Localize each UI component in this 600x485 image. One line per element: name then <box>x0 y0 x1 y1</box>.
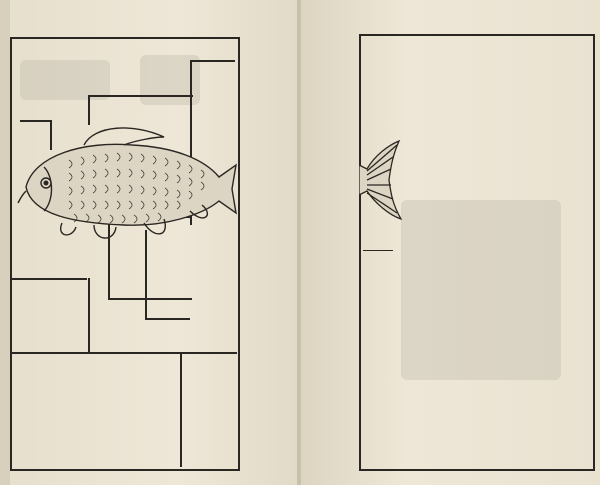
annotation-border <box>190 60 235 62</box>
left-page-frame <box>10 37 240 471</box>
page-border <box>359 34 361 469</box>
annotation-border <box>88 278 90 353</box>
bleedthrough-mark <box>401 200 561 380</box>
annotation-border <box>12 352 237 354</box>
bleedthrough-mark <box>20 60 110 100</box>
left-page <box>0 0 299 485</box>
inset-rule <box>363 250 393 251</box>
annotation-border <box>12 278 87 280</box>
carp-illustration <box>14 115 239 245</box>
annotation-border <box>145 318 190 320</box>
annotation-border <box>88 95 193 97</box>
left-page-edge <box>0 0 10 485</box>
right-page <box>301 0 600 485</box>
annotation-border <box>108 298 192 300</box>
annotation-border <box>180 352 182 467</box>
